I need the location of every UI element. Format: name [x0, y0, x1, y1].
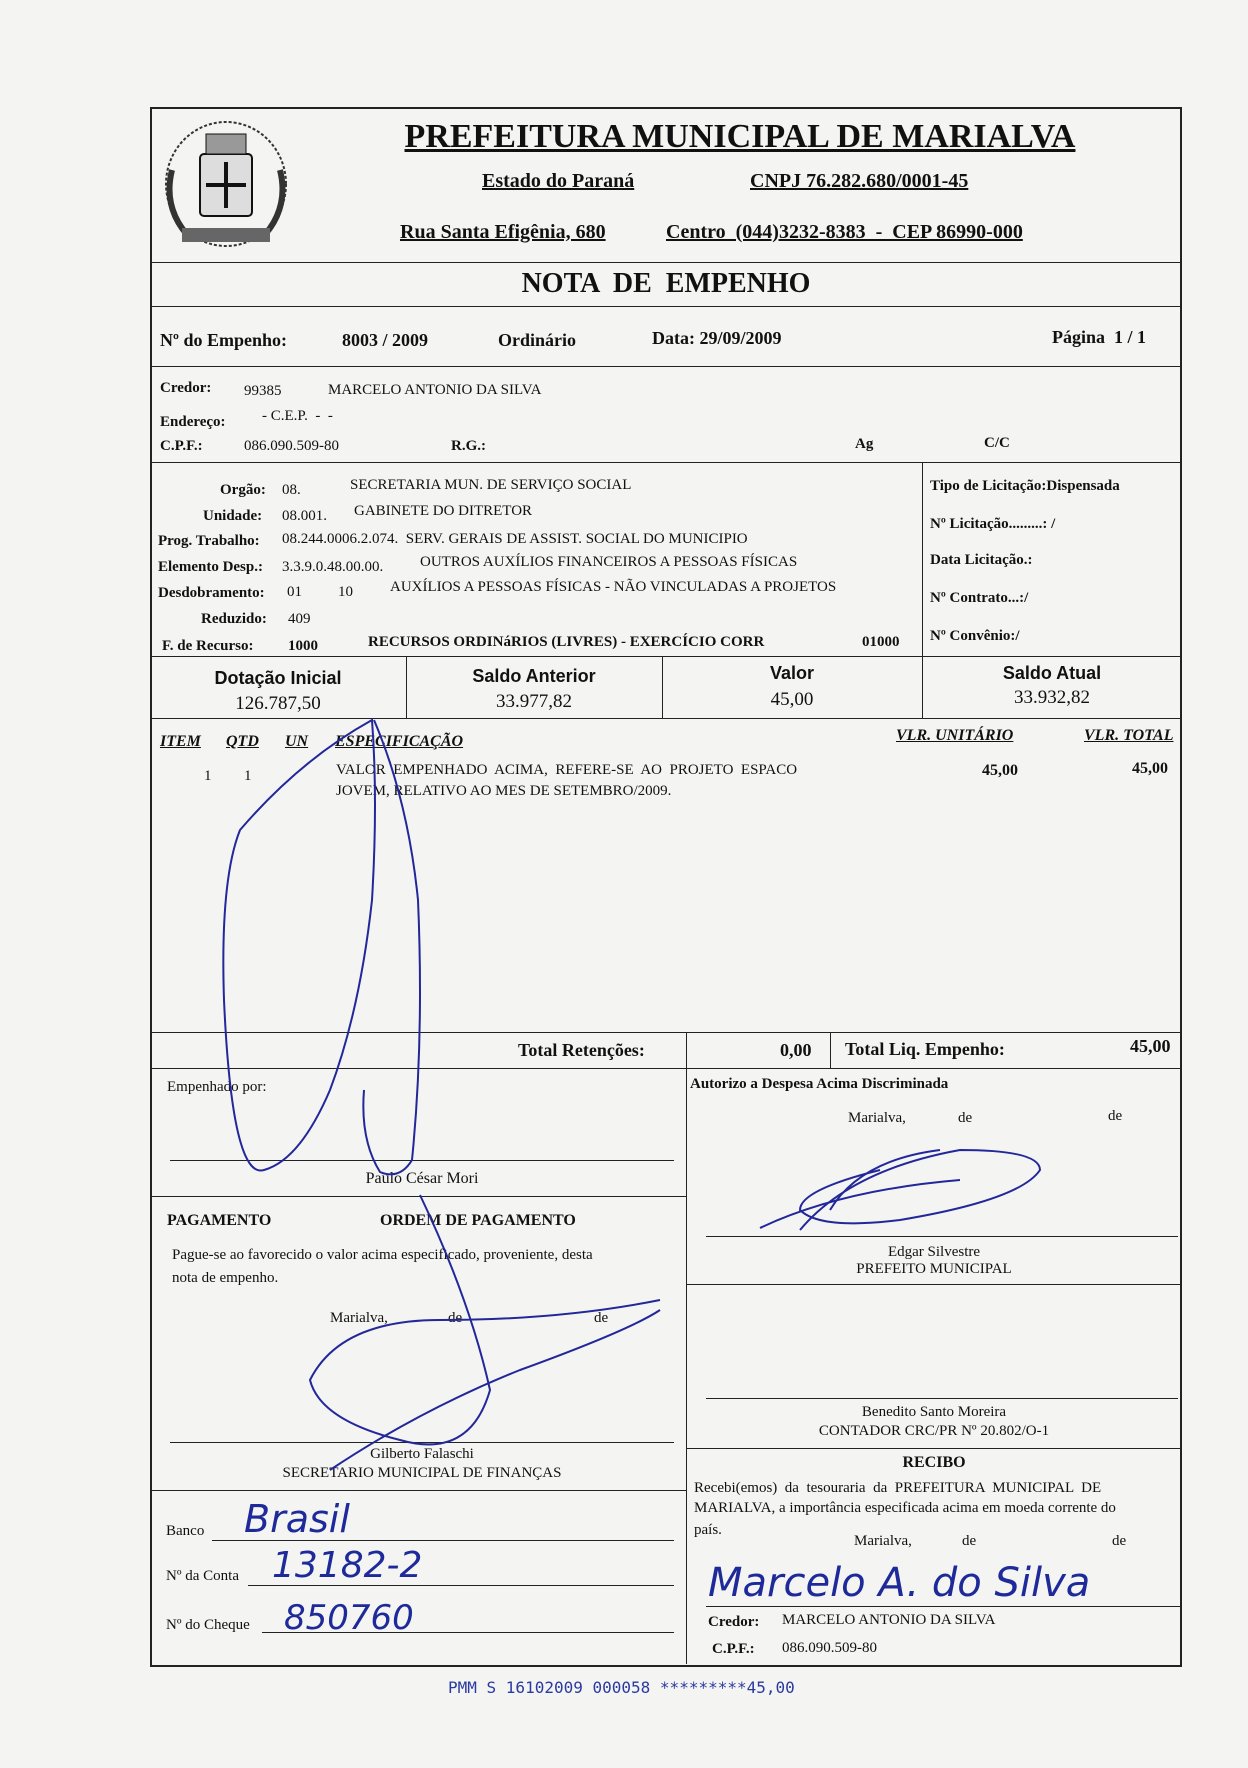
elemento-code: 3.3.9.0.48.00.00. — [282, 559, 384, 575]
col-vlr-total: VLR. TOTAL — [1084, 727, 1174, 744]
numero-convenio: Nº Convênio:/ — [930, 628, 1020, 644]
cheque-value[interactable]: 850760 — [284, 1598, 414, 1638]
saldo-anterior-label: Saldo Anterior — [472, 666, 596, 686]
desdobramento-b: 10 — [338, 584, 353, 600]
pagamento-city: Marialva, — [330, 1310, 388, 1326]
recibo-credor-name: MARCELO ANTONIO DA SILVA — [782, 1612, 996, 1628]
valor-label: Valor — [769, 663, 815, 683]
unidade-code: 08.001. — [282, 508, 327, 524]
reduzido-label: Reduzido: — [201, 611, 267, 627]
col-vlr-unitario: VLR. UNITÁRIO — [896, 727, 1014, 744]
col-especificacao: ESPECIFICAÇÃO — [335, 733, 464, 750]
pagamento-text: Pague-se ao favorecido o valor acima especificado, proveniente, desta — [172, 1247, 593, 1263]
total-liquido-value: 45,00 — [1130, 1036, 1171, 1056]
credor-name: MARCELO ANTONIO DA SILVA — [328, 382, 542, 398]
desdobramento-label: Desdobramento: — [158, 585, 265, 601]
dotacao-value: 126.787,50 — [235, 693, 321, 714]
secretario-title: SECRETARIO MUNICIPAL DE FINANÇAS — [282, 1465, 562, 1481]
recibo-cpf-value: 086.090.509-80 — [782, 1640, 877, 1656]
orgao-name: SECRETARIA MUN. DE SERVIÇO SOCIAL — [350, 477, 632, 493]
empenhado-por-label: Empenhado por: — [167, 1079, 267, 1095]
page-number: Página 1 / 1 — [1052, 327, 1147, 347]
cep-value: - C.E.P. - - — [262, 408, 333, 424]
elemento-name: OUTROS AUXÍLIOS FINANCEIROS A PESSOAS FÍSICAS — [420, 554, 798, 570]
pagamento-de-2: de — [594, 1310, 609, 1326]
empenho-type: Ordinário — [498, 330, 577, 350]
elemento-label: Elemento Desp.: — [158, 559, 263, 575]
row-spec-line2: JOVEM, RELATIVO AO MES DE SETEMBRO/2009. — [336, 783, 672, 799]
document-title: NOTA DE EMPENHO — [521, 268, 811, 299]
tipo-licitacao: Tipo de Licitação:Dispensada — [930, 478, 1120, 494]
total-liquido-label: Total Liq. Empenho: — [845, 1039, 1005, 1059]
desdobramento-name: AUXÍLIOS A PESSOAS FÍSICAS - NÃO VINCULADAS A PROJETOS — [390, 579, 837, 595]
processing-stamp: PMM S 16102009 000058 *********45,00 — [448, 1678, 795, 1697]
recibo-de-1: de — [962, 1533, 977, 1549]
row-item: 1 — [204, 768, 212, 784]
autorizo-de-2: de — [1108, 1108, 1123, 1124]
credor-code: 99385 — [244, 383, 282, 399]
credor-signature[interactable]: Marcelo A. do Silva — [708, 1560, 1091, 1606]
row-spec-line1: VALOR EMPENHADO ACIMA, REFERE-SE AO PROJETO ESPACO — [336, 762, 798, 778]
contador-title: CONTADOR CRC/PR Nº 20.802/O-1 — [818, 1423, 1050, 1439]
numero-licitacao: Nº Licitação.........: / — [930, 516, 1056, 532]
numero-contrato: Nº Contrato...:/ — [930, 590, 1029, 606]
empenho-label: Nº do Empenho: — [160, 330, 287, 350]
recibo-cpf-label: C.P.F.: — [712, 1641, 755, 1657]
row-qtd: 1 — [244, 768, 252, 784]
pagamento-de-1: de — [448, 1310, 463, 1326]
ordem-pagamento-label: ORDEM DE PAGAMENTO — [380, 1212, 576, 1229]
address-label: Endereço: — [160, 414, 226, 430]
cc-label: C/C — [984, 435, 1010, 451]
prog-value: 08.244.0006.2.074. SERV. GERAIS DE ASSIST. SOCIAL DO MUNICIPIO — [282, 531, 748, 547]
cpf-value: 086.090.509-80 — [244, 438, 339, 454]
autorizo-city: Marialva, — [848, 1110, 906, 1126]
total-retencoes-label: Total Retenções: — [518, 1040, 645, 1060]
col-qtd: QTD — [226, 733, 259, 750]
cpf-label: C.P.F.: — [160, 438, 203, 454]
autorizo-label: Autorizo a Despesa Acima Discriminada — [690, 1076, 949, 1092]
rg-label: R.G.: — [451, 438, 486, 454]
street-address: Rua Santa Efigênia, 680 — [400, 221, 606, 243]
fonte-recurso-name: RECURSOS ORDINáRIOS (LIVRES) - EXERCÍCIO CORR — [368, 634, 765, 650]
credor-label: Credor: — [160, 380, 212, 396]
recibo-credor-label: Credor: — [708, 1614, 760, 1630]
state-name: Estado do Paraná — [482, 170, 635, 192]
pagamento-label: PAGAMENTO — [167, 1212, 272, 1229]
unidade-label: Unidade: — [203, 508, 263, 524]
empenhado-por-name: Paulo César Mori — [365, 1170, 479, 1187]
saldo-atual-label: Saldo Atual — [1002, 663, 1102, 683]
ag-label: Ag — [855, 436, 874, 452]
conta-label: Nº da Conta — [166, 1568, 239, 1584]
recibo-de-2: de — [1112, 1533, 1127, 1549]
saldo-atual-value: 33.932,82 — [1014, 687, 1090, 708]
cheque-label: Nº do Cheque — [166, 1617, 250, 1633]
valor-value: 45,00 — [770, 689, 814, 710]
fonte-recurso-code: 1000 — [288, 638, 318, 654]
page-title: PREFEITURA MUNICIPAL DE MARIALVA — [404, 118, 1076, 155]
recibo-city: Marialva, — [854, 1533, 912, 1549]
contador-name: Benedito Santo Moreira — [861, 1404, 1007, 1420]
banco-label: Banco — [166, 1523, 205, 1539]
prefeito-name: Edgar Silvestre — [887, 1244, 981, 1260]
saldo-anterior-value: 33.977,82 — [496, 691, 572, 712]
conta-value[interactable]: 13182-2 — [272, 1545, 423, 1586]
total-retencoes-value: 0,00 — [780, 1040, 812, 1060]
unidade-name: GABINETE DO DITRETOR — [354, 503, 533, 519]
recibo-title: RECIBO — [902, 1454, 966, 1471]
cnpj: CNPJ 76.282.680/0001-45 — [750, 170, 969, 192]
recibo-text-2: MARIALVA, a importância especificada acima em moeda corrente do — [694, 1500, 1116, 1516]
recibo-text-3: país. — [694, 1522, 722, 1538]
banco-value[interactable]: Brasil — [244, 1497, 350, 1541]
dotacao-label: Dotação Inicial — [214, 668, 342, 688]
desdobramento-a: 01 — [287, 584, 302, 600]
row-vlr-total: 45,00 — [1132, 760, 1168, 777]
orgao-label: Orgão: — [220, 482, 266, 498]
fonte-recurso-label: F. de Recurso: — [162, 638, 254, 654]
recibo-text-1: Recebi(emos) da tesouraria da PREFEITURA MUNICIPAL DE — [694, 1480, 1102, 1496]
prefeito-title: PREFEITO MUNICIPAL — [856, 1261, 1012, 1277]
orgao-code: 08. — [282, 482, 301, 498]
row-vlr-unitario: 45,00 — [982, 762, 1018, 779]
prog-label: Prog. Trabalho: — [158, 533, 260, 549]
pagamento-text-2: nota de empenho. — [172, 1270, 279, 1286]
address-rest: Centro (044)3232-8383 - CEP 86990-000 — [666, 221, 1023, 243]
secretario-name: Gilberto Falaschi — [370, 1446, 474, 1462]
reduzido-value: 409 — [288, 611, 311, 627]
col-item: ITEM — [160, 733, 201, 750]
empenho-number: 8003 / 2009 — [342, 330, 429, 350]
data-licitacao: Data Licitação.: — [930, 552, 1033, 568]
col-un: UN — [285, 733, 309, 750]
autorizo-de-1: de — [958, 1110, 973, 1126]
empenho-date: Data: 29/09/2009 — [652, 328, 782, 348]
fonte-recurso-number: 01000 — [862, 634, 900, 650]
